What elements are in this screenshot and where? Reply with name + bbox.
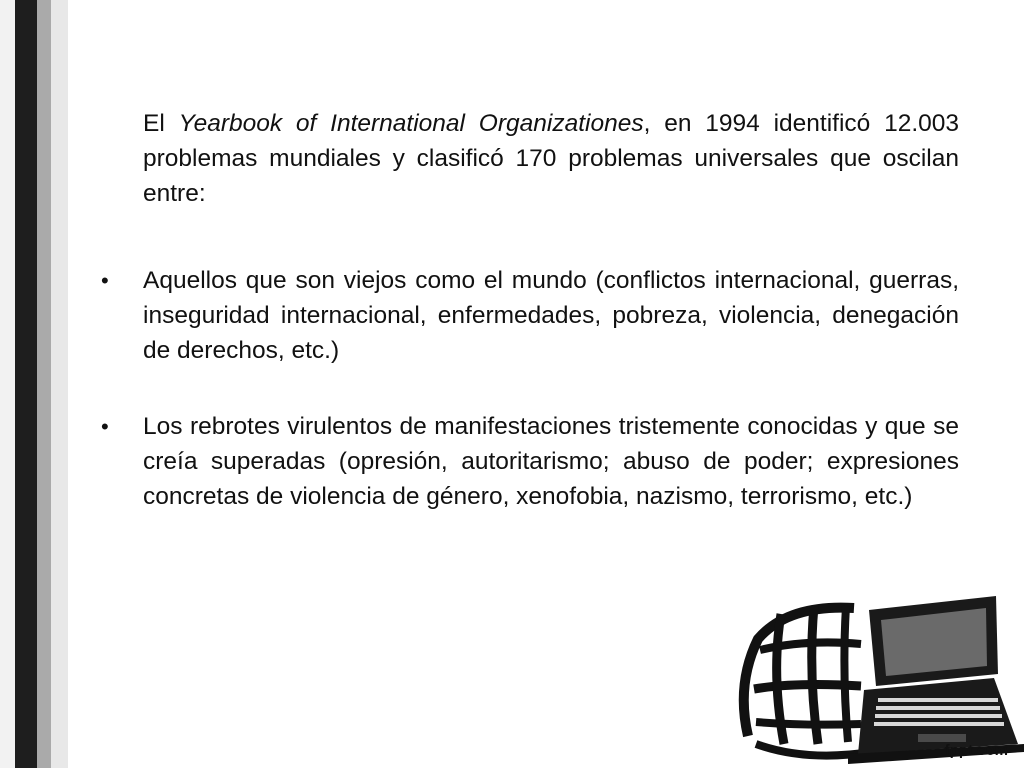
bullet-marker: • xyxy=(101,414,109,439)
bullet-item-1: Aquellos que son viejos como el mundo (conflictos internacional, guerras, inseguridad internacional, enfermedades, pobreza, violencia, denegación de derechos, etc.) xyxy=(143,267,959,364)
laptop-icon xyxy=(848,596,1024,764)
globe-icon xyxy=(740,603,871,755)
side-stripe-pale xyxy=(51,0,68,768)
intro-paragraph xyxy=(143,106,959,211)
side-stripe-dark xyxy=(15,0,37,768)
intro-italic-title: Yearbook of International Organizationes xyxy=(178,110,644,137)
intro-prefix: El xyxy=(143,110,179,137)
intro-suffix: , en 1994 identificó 12.003 problemas mundiales y clasificó 170 problemas universales que oscilan entre: xyxy=(143,110,960,207)
side-stripe-gray xyxy=(37,0,51,768)
side-stripe-light xyxy=(0,0,15,768)
brand-text: fppt.com xyxy=(944,742,1008,759)
footer-logo xyxy=(736,594,1024,768)
bullet-item-2: Los rebrotes virulentos de manifestaciones tristemente conocidas y que se creía superadas (opresión, autoritarismo; abuso de poder; expresiones concretas de violencia de género, xenofobia, nazismo, terrorismo, etc.) xyxy=(143,413,959,510)
bullet-marker: • xyxy=(101,268,109,293)
